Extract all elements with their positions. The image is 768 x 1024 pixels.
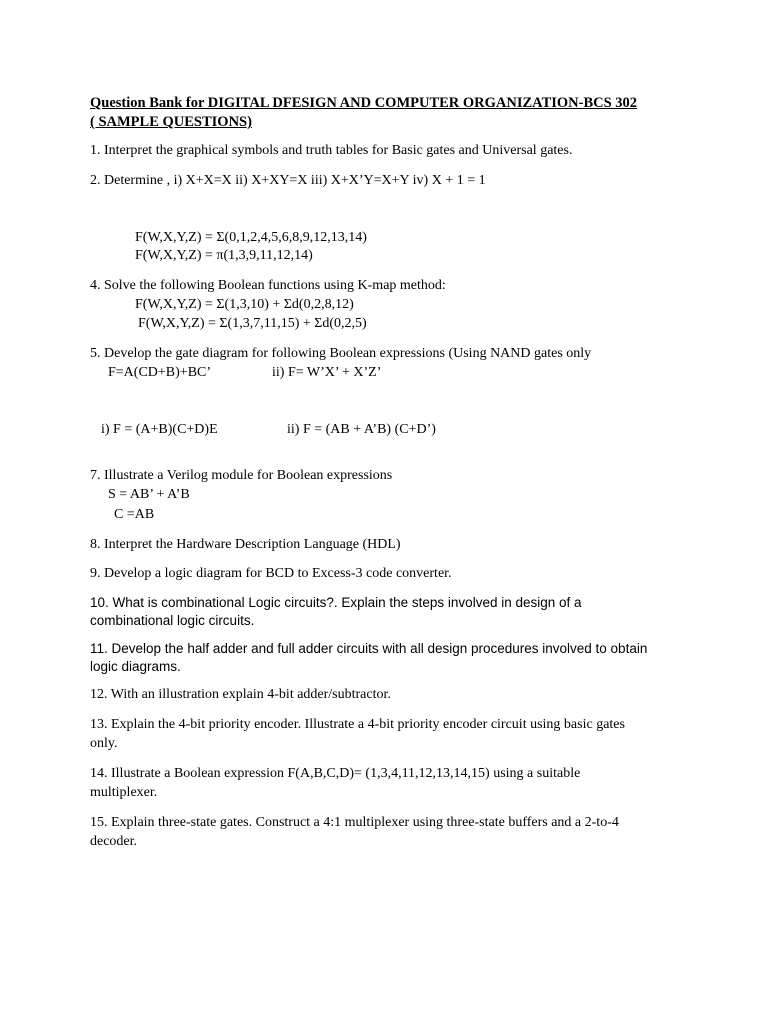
question-5: 5. Develop the gate diagram for following Boolean expressions (Using NAND gates only: [90, 346, 592, 361]
question-15-line-2: decoder.: [90, 834, 138, 849]
question-5-expression-2: ii) F= W’X’ + X’Z’: [272, 365, 382, 380]
question-3-expression-2: F(W,X,Y,Z) = π(1,3,9,11,12,14): [135, 248, 313, 263]
question-10-line-2: combinational logic circuits.: [90, 613, 255, 628]
question-13-line-1: 13. Explain the 4-bit priority encoder. Illustrate a 4-bit priority encoder circuit using basic gates: [90, 717, 625, 732]
question-2: 2. Determine , i) X+X=X ii) X+XY=X iii) X+X’Y=X+Y iv) X + 1 = 1: [90, 173, 486, 188]
question-4-expression-2: F(W,X,Y,Z) = Σ(1,3,7,11,15) + Σd(0,2,5): [138, 316, 367, 331]
question-7-expression-2: C =AB: [114, 507, 155, 522]
question-7-expression-1: S = AB’ + A’B: [108, 487, 190, 502]
question-11-line-1: 11. Develop the half adder and full adder circuits with all design procedures involved to obtain: [90, 641, 648, 656]
question-11-line-2: logic diagrams.: [90, 659, 181, 674]
question-14-line-2: multiplexer.: [90, 785, 158, 800]
question-7: 7. Illustrate a Verilog module for Boolean expressions: [90, 468, 393, 483]
question-12: 12. With an illustration explain 4-bit adder/subtractor.: [90, 687, 391, 702]
question-10-line-1: 10. What is combinational Logic circuits?. Explain the steps involved in design of a: [90, 595, 582, 610]
question-6-expression-2: ii) F = (AB + A’B) (C+D’): [287, 422, 436, 437]
question-8: 8. Interpret the Hardware Description Language (HDL): [90, 537, 401, 552]
question-5-expression-1: F=A(CD+B)+BC’: [108, 365, 212, 380]
question-3-expression-1: F(W,X,Y,Z) = Σ(0,1,2,4,5,6,8,9,12,13,14): [135, 230, 367, 245]
question-6-expression-1: i) F = (A+B)(C+D)E: [101, 422, 218, 437]
question-15-line-1: 15. Explain three-state gates. Construct a 4:1 multiplexer using three-state buffers and a 2-to-4: [90, 815, 619, 830]
page-title: Question Bank for DIGITAL DFESIGN AND COMPUTER ORGANIZATION-BCS 302: [90, 95, 638, 111]
page-subtitle: ( SAMPLE QUESTIONS): [90, 114, 252, 130]
question-14-line-1: 14. Illustrate a Boolean expression F(A,B,C,D)= (1,3,4,11,12,13,14,15) using a suitable: [90, 766, 581, 781]
question-1: 1. Interpret the graphical symbols and truth tables for Basic gates and Universal gates.: [90, 143, 573, 158]
question-9: 9. Develop a logic diagram for BCD to Excess-3 code converter.: [90, 566, 452, 581]
question-13-line-2: only.: [90, 736, 118, 751]
question-4-expression-1: F(W,X,Y,Z) = Σ(1,3,10) + Σd(0,2,8,12): [135, 297, 354, 312]
question-4: 4. Solve the following Boolean functions using K-map method:: [90, 278, 446, 293]
